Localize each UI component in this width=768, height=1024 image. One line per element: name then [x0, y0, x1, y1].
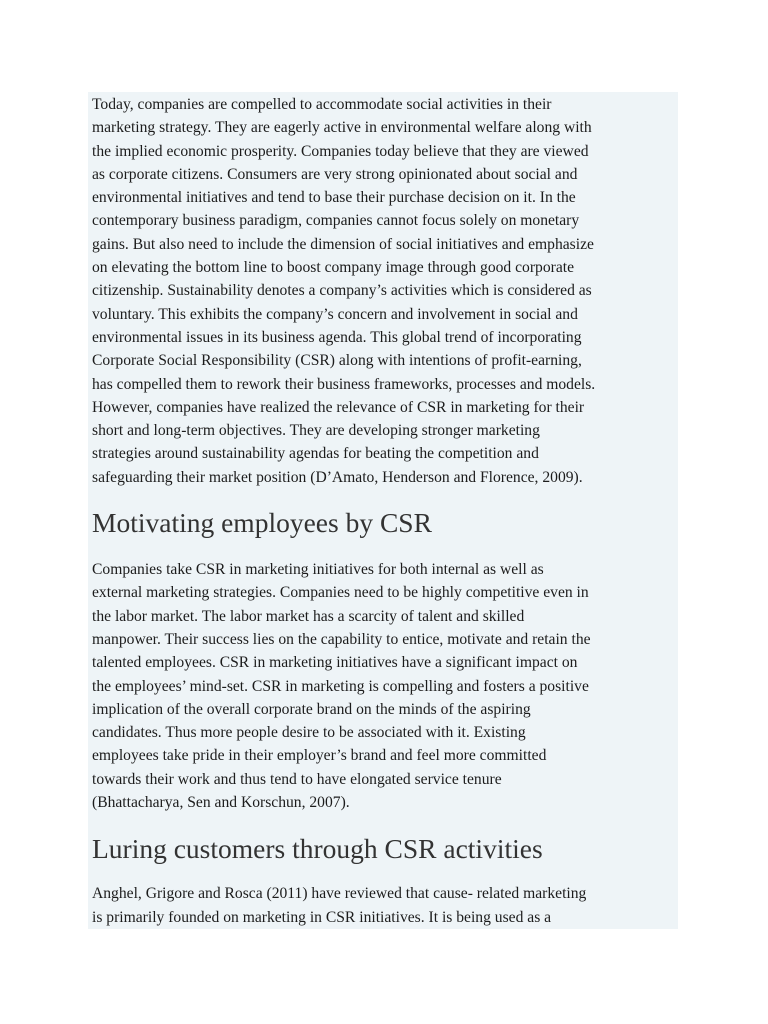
text-line: the labor market. The labor market has a scarcity of talent and skilled: [92, 607, 525, 625]
document-content: [88, 92, 678, 929]
text-line: the employees’ mind-set. CSR in marketing is compelling and fosters a positive: [92, 677, 589, 695]
text-line: talented employees. CSR in marketing initiatives have a significant impact on: [92, 654, 578, 672]
text-line: voluntary. This exhibits the company’s concern and involvement in social and: [92, 305, 578, 323]
text-line: employees take pride in their employer’s brand and feel more committed: [92, 747, 547, 765]
text-line: towards their work and thus tend to have elongated service tenure: [92, 770, 502, 788]
text-line: strategies around sustainability agendas for beating the competition and: [92, 445, 539, 463]
text-line: short and long-term objectives. They are developing stronger marketing: [92, 422, 540, 440]
text-line: gains. But also need to include the dimension of social initiatives and emphasize: [92, 235, 594, 253]
text-line: (Bhattacharya, Sen and Korschun, 2007).: [92, 794, 350, 812]
text-line: the implied economic prosperity. Companies today believe that they are viewed: [92, 142, 589, 160]
paragraph-intro: [92, 93, 678, 489]
text-line: as corporate citizens. Consumers are very strong opinionated about social and: [92, 165, 578, 183]
text-line: However, companies have realized the relevance of CSR in marketing for their: [92, 398, 585, 416]
text-line: manpower. Their success lies on the capability to entice, motivate and retain the: [92, 630, 591, 648]
text-line: on elevating the bottom line to boost company image through good corporate: [92, 259, 574, 277]
text-line: environmental issues in its business agenda. This global trend of incorporating: [92, 328, 582, 346]
text-line: external marketing strategies. Companies need to be highly competitive even in: [92, 584, 589, 602]
text-line: environmental initiatives and tend to base their purchase decision on it. In the: [92, 189, 576, 207]
text-line: contemporary business paradigm, companies cannot focus solely on monetary: [92, 212, 580, 230]
text-line: Anghel, Grigore and Rosca (2011) have reviewed that cause- related marketing: [92, 885, 587, 903]
text-line: is primarily founded on marketing in CSR initiatives. It is being used as a: [92, 908, 552, 926]
paragraph-luring-customers: [92, 882, 678, 929]
text-line: has compelled them to rework their business frameworks, processes and models.: [92, 375, 596, 393]
text-line: Today, companies are compelled to accommodate social activities in their: [92, 96, 552, 113]
text-line: citizenship. Sustainability denotes a company’s activities which is considered as: [92, 282, 592, 300]
section-heading-motivating-employees: Motivating employees by CSR: [92, 507, 432, 539]
text-line: Corporate Social Responsibility (CSR) along with intentions of profit-earning,: [92, 352, 582, 370]
text-line: marketing strategy. They are eagerly active in environmental welfare along with: [92, 119, 592, 137]
section-heading-luring-customers: Luring customers through CSR activities: [92, 833, 543, 865]
text-line: implication of the overall corporate brand on the minds of the aspiring: [92, 700, 531, 718]
text-line: Companies take CSR in marketing initiatives for both internal as well as: [92, 561, 544, 579]
paragraph-motivating-employees: [92, 558, 678, 814]
text-line: candidates. Thus more people desire to be associated with it. Existing: [92, 724, 526, 742]
text-line: safeguarding their market position (D’Amato, Henderson and Florence, 2009).: [92, 468, 583, 486]
